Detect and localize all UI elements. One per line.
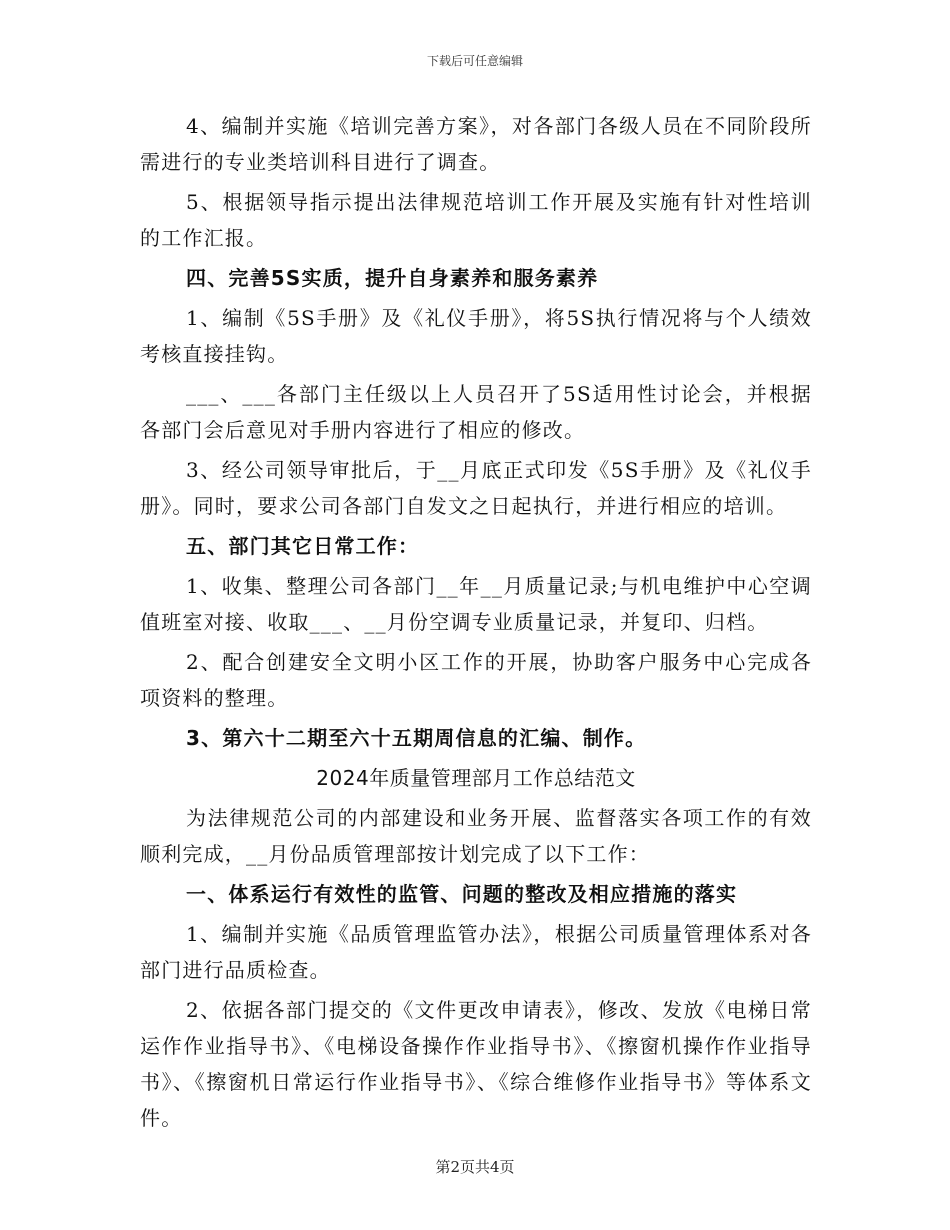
paragraph: 1、编制《5S手册》及《礼仪手册》，将5S执行情况将与个人绩效考核直接挂钩。: [140, 306, 812, 366]
paragraph: 3、第六十二期至六十五期周信息的汇编、制作。: [186, 726, 647, 750]
section-heading: 五、部门其它日常工作：: [186, 534, 420, 558]
page-header: 下载后可任意编辑: [426, 54, 523, 68]
paragraph: 2、依据各部门提交的《文件更改申请表》，修改、发放《电梯日常运作作业指导书》、《电梯设备操作作业指导书》、《擦窗机操作作业指导书》、《擦窗机日常运行作业指导书》、《综合维修作业指导书》等体系文件。: [140, 998, 812, 1130]
paragraph: 为法律规范公司的内部建设和业务开展、监督落实各项工作的有效顺利完成，__月份品质管理部按计划完成了以下工作：: [140, 806, 812, 866]
document-title: 2024年质量管理部月工作总结范文: [316, 766, 636, 790]
paragraph: 2、配合创建安全文明小区工作的开展，协助客户服务中心完成各项资料的整理。: [140, 650, 812, 710]
section-heading: 一、体系运行有效性的监管、问题的整改及相应措施的落实: [186, 882, 738, 906]
paragraph: 1、编制并实施《品质管理监管办法》，根据公司质量管理体系对各部门进行品质检查。: [140, 922, 812, 982]
paragraph: 4、编制并实施《培训完善方案》，对各部门各级人员在不同阶段所需进行的专业类培训科目进行了调查。: [140, 114, 812, 174]
paragraph: ___、___各部门主任级以上人员召开了5S适用性讨论会，并根据各部门会后意见对手册内容进行了相应的修改。: [140, 382, 812, 442]
paragraph: 1、收集、整理公司各部门__年__月质量记录;与机电维护中心空调值班室对接、收取___、__月份空调专业质量记录，并复印、归档。: [140, 574, 812, 634]
section-heading: 四、完善5S实质，提升自身素养和服务素养: [186, 266, 599, 290]
paragraph: 5、根据领导指示提出法律规范培训工作开展及实施有针对性培训的工作汇报。: [140, 190, 812, 250]
paragraph: 3、经公司领导审批后，于__月底正式印发《5S手册》及《礼仪手册》。同时，要求公司各部门自发文之日起执行，并进行相应的培训。: [140, 458, 812, 518]
page-footer: 第2页共4页: [435, 1158, 515, 1176]
document-body: [140, 108, 812, 1140]
